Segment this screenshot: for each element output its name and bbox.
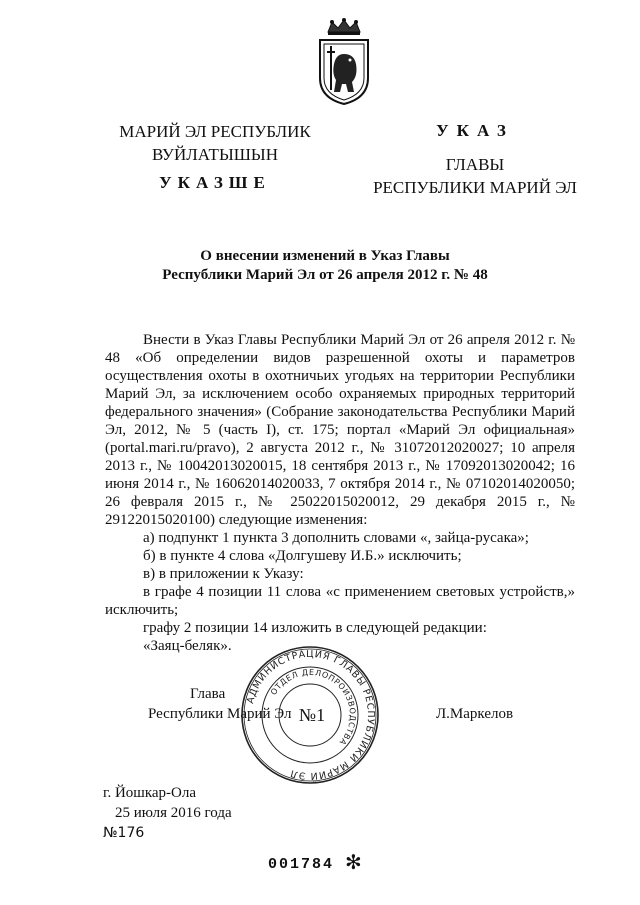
coat-of-arms-icon xyxy=(314,18,374,106)
signature-title-2: Республики Марий Эл xyxy=(148,706,292,722)
body-item-c3: «Заяц-беляк». xyxy=(143,638,232,654)
footer-city: г. Йошкар-Ола xyxy=(103,785,197,801)
body-item-b: б) в пункте 4 слова «Долгушеву И.Б.» исключить; xyxy=(143,548,462,564)
header-republic: РЕСПУБЛИКИ МАРИЙ ЭЛ xyxy=(373,178,577,197)
stamp-inner-text: ОТДЕЛ ДЕЛОПРОИЗВОДСТВА xyxy=(269,667,358,748)
signature-title-1: Глава xyxy=(190,686,226,702)
stamp-outer-text: АДМИНИСТРАЦИЯ ГЛАВЫ РЕСПУБЛИКИ МАРИЙ ЭЛ xyxy=(245,648,377,782)
signature-name: Л.Маркелов xyxy=(436,706,514,722)
footer-document-number: 001784 xyxy=(268,856,335,873)
header-decree: УКАЗ xyxy=(436,121,514,140)
footer-date: 25 июля 2016 года xyxy=(115,805,232,821)
document-title-line2: Республики Марий Эл от 26 апреля 2012 г. № 48 xyxy=(162,267,488,283)
body-item-c1: в графе 4 позиции 11 слова «с применением световых устройств,» исключить; xyxy=(105,584,575,618)
header-head: ГЛАВЫ xyxy=(445,155,505,174)
footer-decree-number: №176 xyxy=(103,825,145,841)
body-paragraph-main: Внести в Указ Главы Республики Марий Эл от 26 апреля 2012 г. № 48 «Об определении видов разрешенной охоты и параметров осуществления охоты в охотничьих угодьях на территории Республики Марий Эл, за исключением особо охраняемых природных территорий федерального значения» (Собрание законодательства Республики Марий Эл, 2012, № 5 (часть I), ст. 175; портал «Марий Эл официальная» (portal.mari.ru/pravo), 2 августа 2012 г., № 31072012020027; 10 апреля 2013 г., № 10042013020015, 18 сентября 2013 г., № 17092013020042; 16 июня 2014 г., № 16062014020033, 7 октября 2014 г., № 07102014020050; 26 февраля 2015 г., № 25022015020012, 29 декабря 2015 г., № 29122015020100) следующие изменения: xyxy=(105,332,575,528)
document-title-line1: О внесении изменений в Указ Главы xyxy=(200,248,450,264)
body-item-c: в) в приложении к Указу: xyxy=(143,566,304,582)
body-item-c2: графу 2 позиции 14 изложить в следующей редакции: xyxy=(143,620,487,636)
asterisk-icon: ✻ xyxy=(345,850,362,874)
header-mari-decree: УКАЗШЕ xyxy=(159,173,271,192)
header-mari-head: ВУЙЛАТЫШЫН xyxy=(151,145,279,164)
official-seal-stamp xyxy=(240,645,380,785)
stamp-center-text: №1 xyxy=(298,705,326,725)
header-mari-republic: МАРИЙ ЭЛ РЕСПУБЛИК xyxy=(119,122,311,141)
body-item-a: а) подпункт 1 пункта 3 дополнить словами «, зайца-русака»; xyxy=(143,530,529,546)
document-body xyxy=(105,331,575,655)
